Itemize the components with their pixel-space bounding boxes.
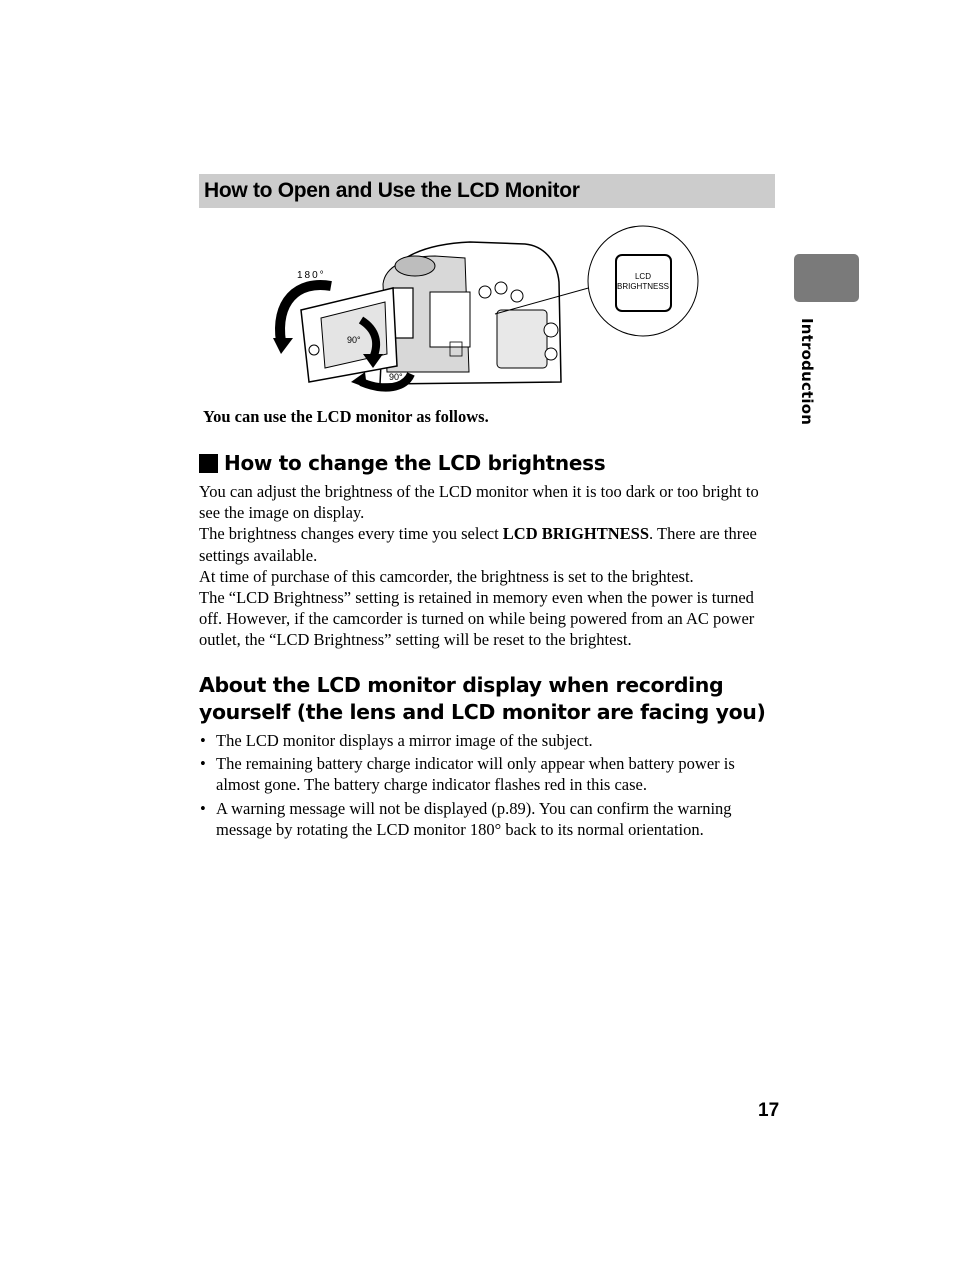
section-title: How to Open and Use the LCD Monitor <box>204 179 580 202</box>
list-item <box>199 753 779 795</box>
camcorder-lcd-illustration <box>265 222 705 402</box>
brightness-heading <box>199 449 605 477</box>
brightness-para-2-end: . There are three settings available. <box>199 524 757 565</box>
label-180: 180° <box>297 270 326 281</box>
button-label-line2: BRIGHTNESS <box>616 282 670 291</box>
list-item <box>199 730 779 751</box>
brightness-para-3: At time of purchase of this camcorder, the brightness is set to the brightest. <box>199 566 694 586</box>
camcorder-body <box>380 242 610 384</box>
chapter-tab <box>794 254 859 302</box>
brightness-body <box>199 481 779 651</box>
list-item-text: The LCD monitor displays a mirror image of the subject. <box>216 731 593 750</box>
list-item <box>199 798 779 840</box>
lcd-hinge <box>393 288 413 338</box>
camcorder-drawing <box>265 222 705 402</box>
figure-caption: You can use the LCD monitor as follows. <box>203 407 489 426</box>
label-90-bottom: 90° <box>389 372 403 382</box>
section-title-bar <box>199 174 775 208</box>
page-number: 17 <box>758 1100 780 1121</box>
about-heading-line-2: yourself (the lens and LCD monitor are facing you) <box>199 699 766 724</box>
brightness-heading-text: How to change the LCD brightness <box>224 451 606 475</box>
rotate-180-arrowhead <box>273 338 293 354</box>
list-item-text: A warning message will not be displayed (p.89). You can confirm the warning message by rotating the LCD monitor 180° back to its normal orientation. <box>216 798 732 839</box>
button-label-line1: LCD <box>634 272 652 281</box>
square-bullet-icon <box>199 454 218 473</box>
list-item-text: The remaining battery charge indicator will only appear when battery power is almost gone. The battery charge indicator flashes red in this case. <box>216 754 735 795</box>
brightness-para-2 <box>199 523 779 565</box>
brightness-para-2-start: The brightness changes every time you select <box>199 524 503 544</box>
bullet-icon: • <box>200 798 206 818</box>
label-90-screen: 90° <box>347 335 361 345</box>
brightness-para-1: You can adjust the brightness of the LCD monitor when it is too dark or too bright to see the image on display. <box>199 482 759 523</box>
brightness-para-4: The “LCD Brightness” setting is retained in memory even when the power is turned off. However, if the camcorder is turned on while being powered from an AC power outlet, the “LCD Brightness” setting will be reset to the brightest. <box>199 588 755 650</box>
chapter-label: Introduction <box>798 318 816 426</box>
bullet-icon: • <box>200 754 206 774</box>
lcd-brightness-term: LCD BRIGHTNESS <box>502 524 650 544</box>
about-heading <box>199 672 789 725</box>
about-bullet-list <box>199 730 779 842</box>
about-heading-line-1: About the LCD monitor display when recording <box>199 673 724 697</box>
bullet-icon: • <box>200 731 206 750</box>
